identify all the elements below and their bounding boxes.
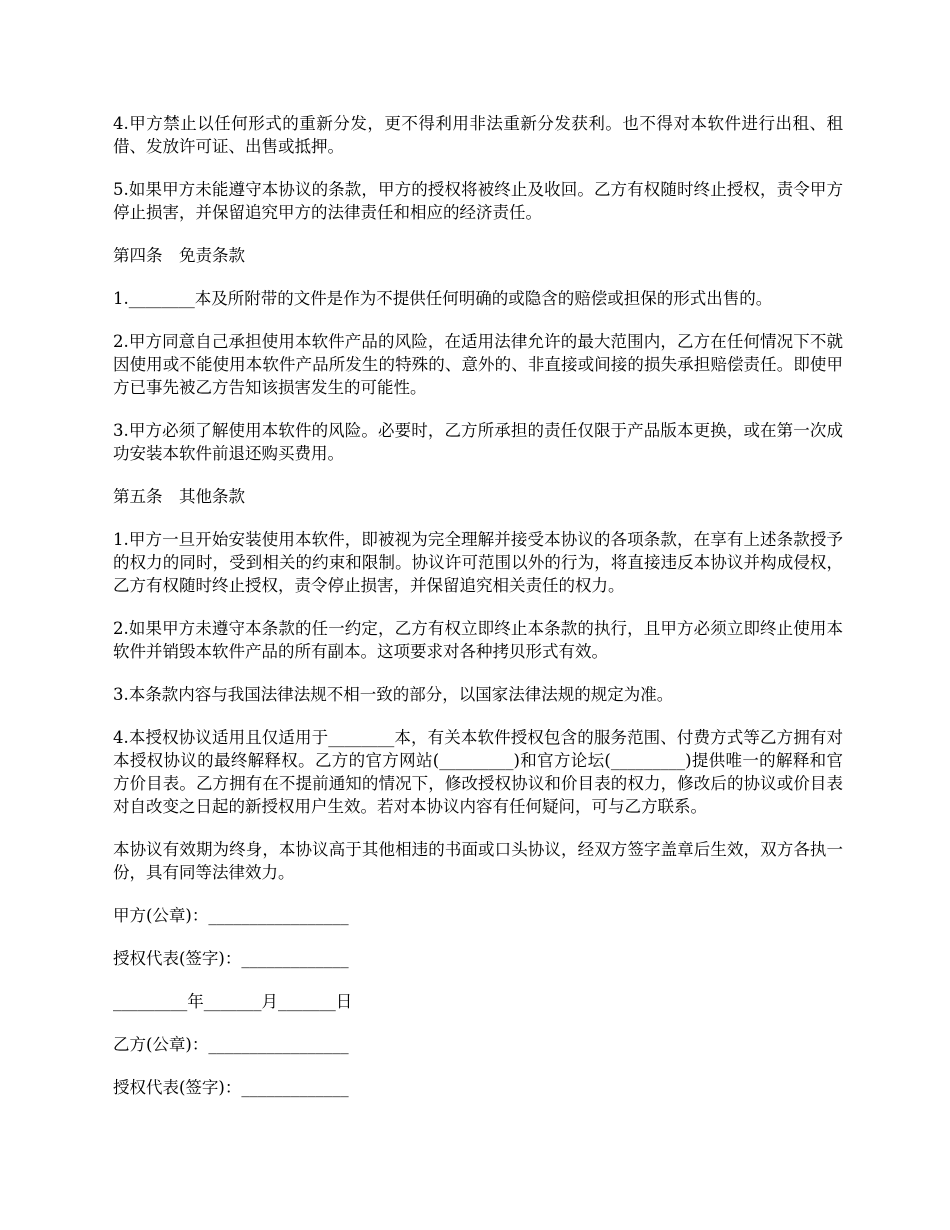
validity-statement: 本协议有效期为终身，本协议高于其他相违的书面或口头协议，经双方签字盖章后生效，双方各执一份，具有同等法律效力。 — [113, 840, 843, 882]
clause-4-no-redistribution: 4.甲方禁止以任何形式的重新分发，更不得利用非法重新分发获利。也不得对本软件进行出租、租借、发放许可证、出售或抵押。 — [113, 114, 843, 156]
disclaimer-clause-1: 1.________本及所附带的文件是作为不提供任何明确的或隐含的赔偿或担保的形式出售的。 — [113, 289, 773, 308]
party-a-seal-line: 甲方(公章)：_________________ — [113, 906, 349, 925]
article-4-heading: 第四条 免责条款 — [113, 246, 245, 265]
other-clause-4: 4.本授权协议适用且仅适用于________本，有关本软件授权包含的服务范围、付费方式等乙方拥有对本授权协议的最终解释权。乙方的官方网站(_________)和官方论坛(_________)提供唯一的解释和官方价目表。乙方拥有在不提前通知的情况下，修改授权协议和价目表的权力，修改后的协议或价目表对自改变之日起的新授权用户生效。若对本协议内容有任何疑问，可与乙方联系。 — [113, 728, 843, 816]
party-b-representative-line: 授权代表(签字)：_____________ — [113, 1078, 349, 1097]
disclaimer-clause-2: 2.甲方同意自己承担使用本软件产品的风险，在适用法律允许的最大范围内，乙方在任何情况下不就因使用或不能使用本软件产品所发生的特殊的、意外的、非直接或间接的损失承担赔偿责任。即使甲方已事先被乙方告知该损害发生的可能性。 — [113, 332, 843, 397]
article-5-heading: 第五条 其他条款 — [113, 487, 245, 506]
date-line: _________年_______月_______日 — [113, 992, 353, 1011]
document-page — [113, 112, 843, 1119]
other-clause-1: 1.甲方一旦开始安装使用本软件，即被视为完全理解并接受本协议的各项条款，在享有上述条款授予的权力的同时，受到相关的约束和限制。协议许可范围以外的行为，将直接违反本协议并构成侵权，乙方有权随时终止授权，责令停止损害，并保留追究相关责任的权力。 — [113, 530, 843, 595]
party-b-seal-line: 乙方(公章)：_________________ — [113, 1035, 349, 1054]
disclaimer-clause-3: 3.甲方必须了解使用本软件的风险。必要时，乙方所承担的责任仅限于产品版本更换，或在第一次成功安装本软件前退还购买费用。 — [113, 421, 843, 463]
other-clause-2: 2.如果甲方未遵守本条款的任一约定，乙方有权立即终止本条款的执行，且甲方必须立即终止使用本软件并销毁本软件产品的所有副本。这项要求对各种拷贝形式有效。 — [113, 619, 843, 661]
other-clause-3: 3.本条款内容与我国法律法规不相一致的部分，以国家法律法规的规定为准。 — [113, 685, 674, 704]
clause-5-termination: 5.如果甲方未能遵守本协议的条款，甲方的授权将被终止及收回。乙方有权随时终止授权，责令甲方停止损害，并保留追究甲方的法律责任和相应的经济责任。 — [113, 180, 843, 222]
party-a-representative-line: 授权代表(签字)：_____________ — [113, 949, 349, 968]
